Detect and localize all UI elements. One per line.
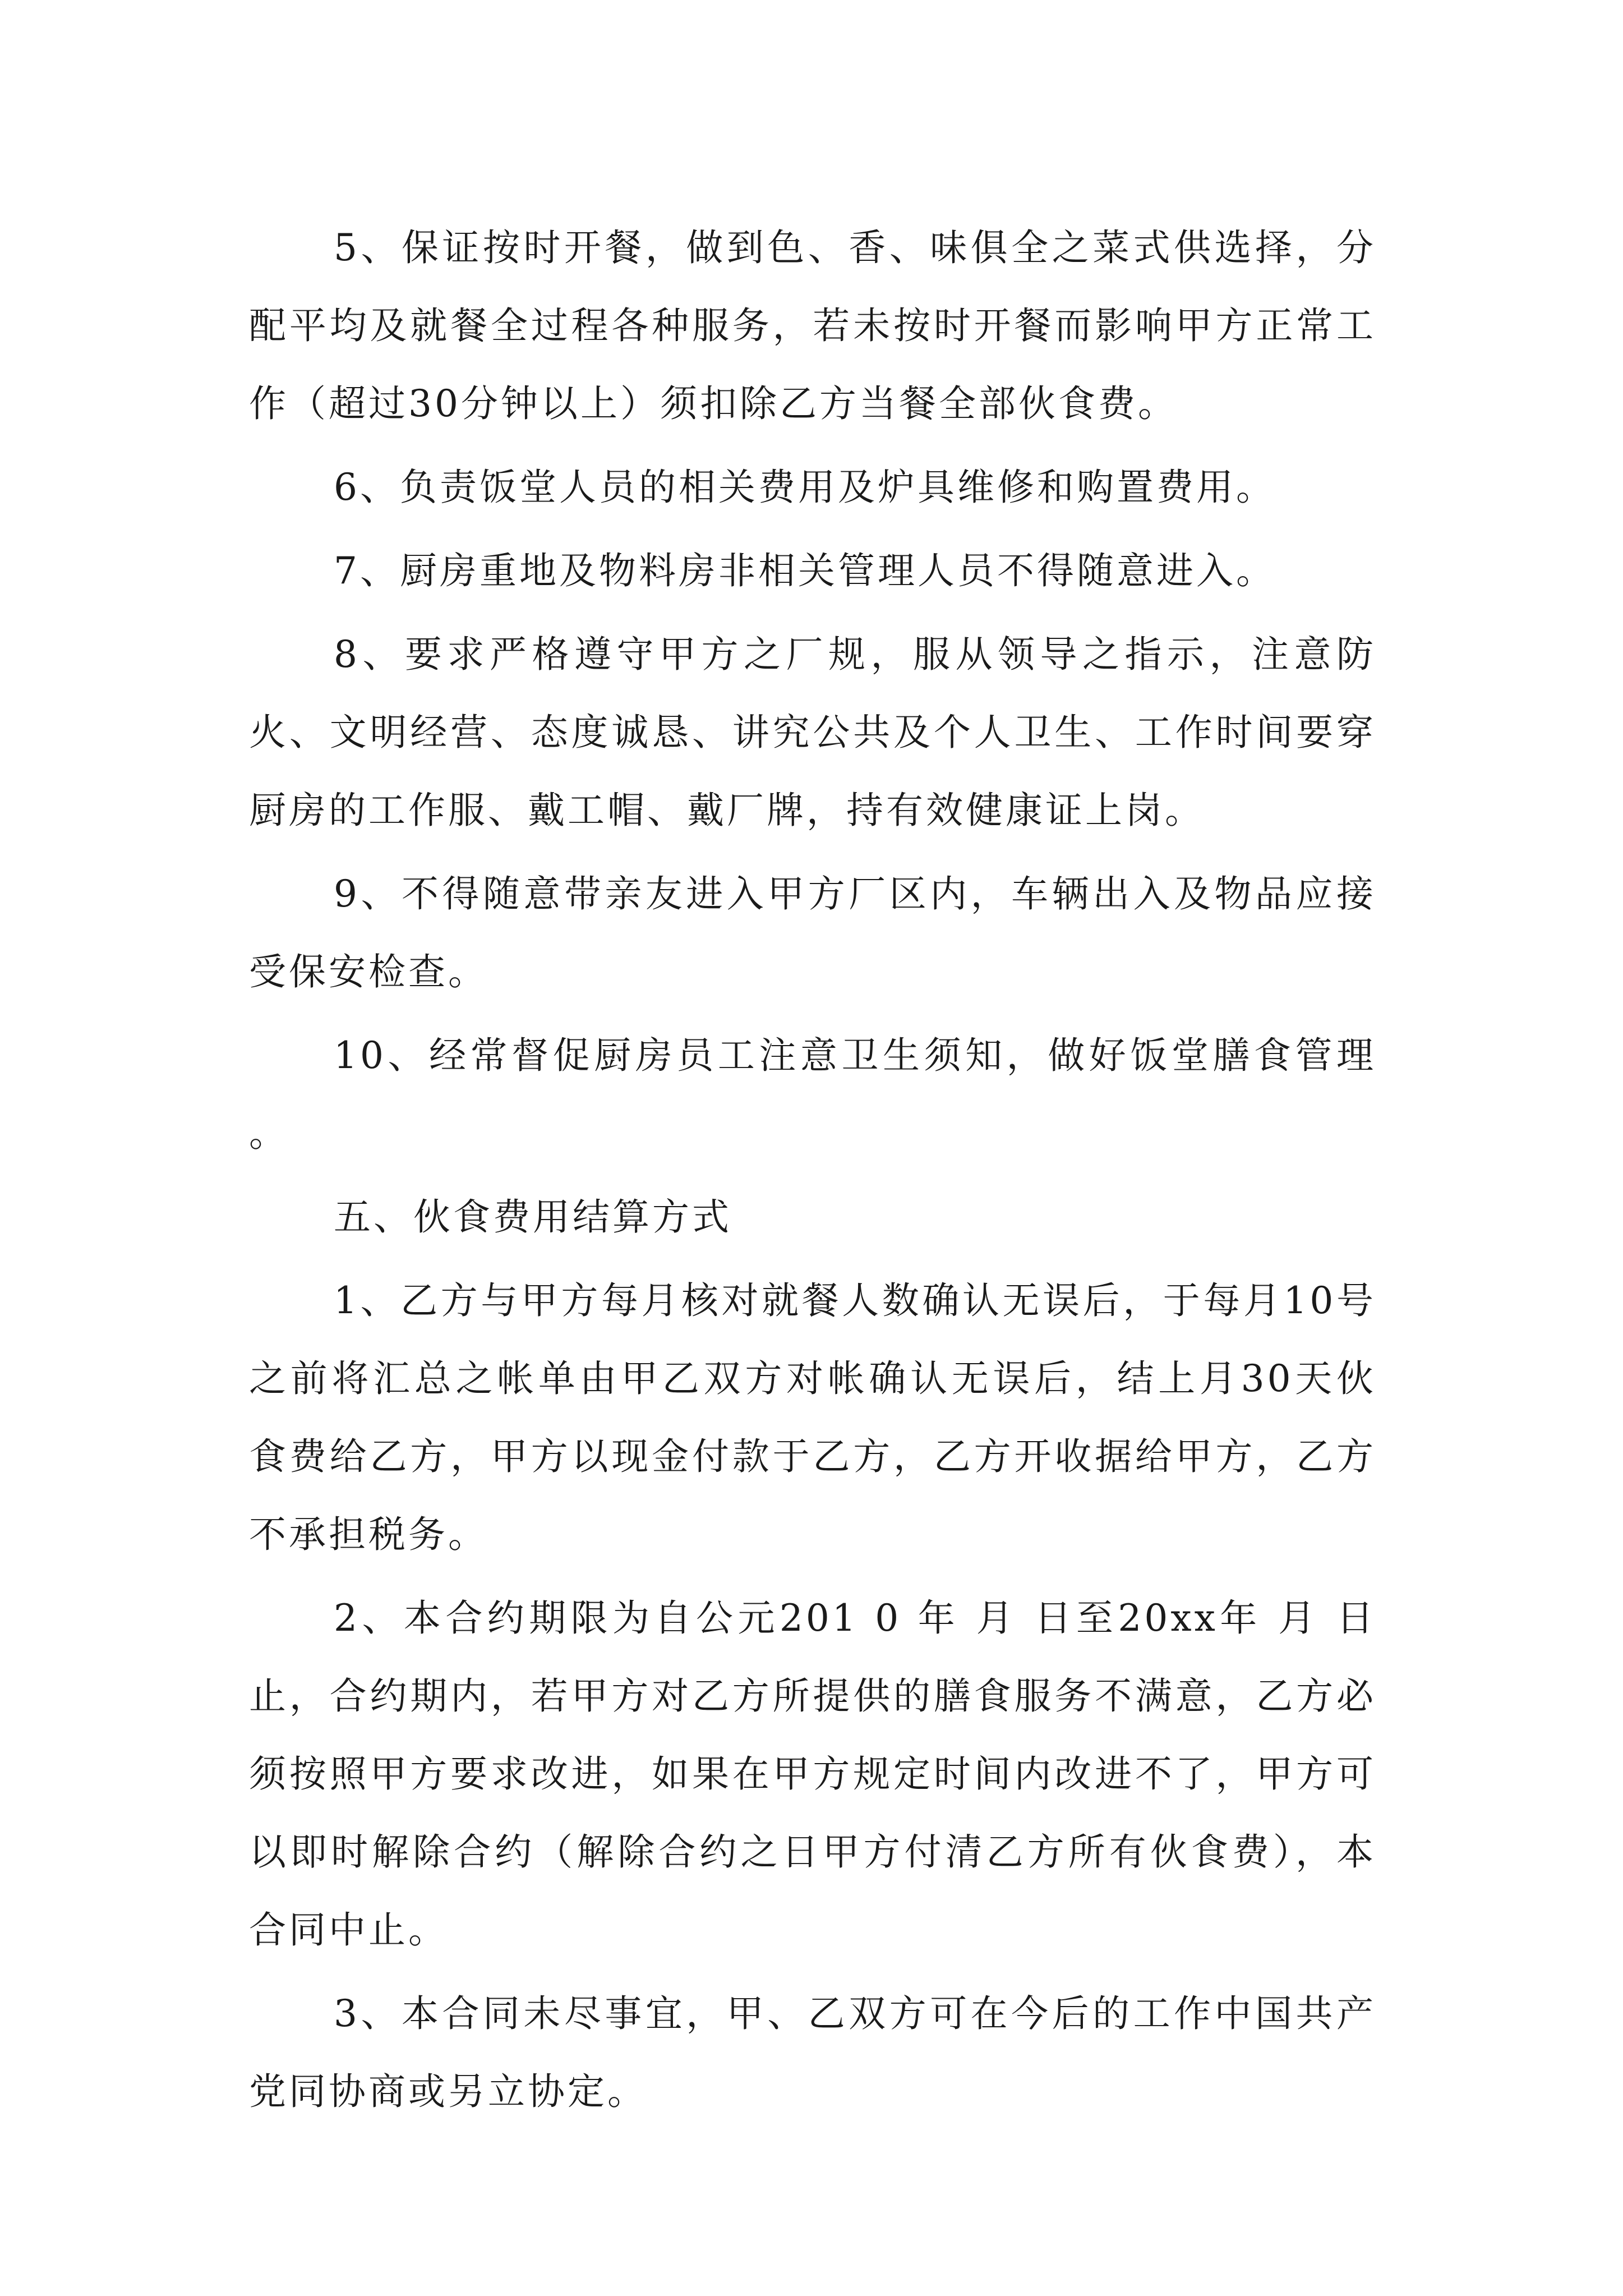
paragraph-item-7: 7、厨房重地及物料房非相关管理人员不得随意进入。 [334,549,1276,592]
paragraph-settlement-1: 1、乙方与甲方每月核对就餐人数确认无误后，于每月10号之前将汇总之帐单由甲乙双方对帐确认无误后，结上月30天伙食费给乙方，甲方以现金付款于乙方，乙方开收据给甲方，乙方不承担税务。 [249,1279,1376,1556]
paragraph-item-5: 5、保证按时开餐，做到色、香、味俱全之菜式供选择，分配平均及就餐全过程各种服务，若未按时开餐而影响甲方正常工作（超过30分钟以上）须扣除乙方当餐全部伙食费。 [249,226,1376,425]
paragraph-settlement-3: 3、本合同未尽事宜，甲、乙双方可在今后的工作中国共产党同协商或另立协定。 [249,1992,1376,2113]
document-body [249,209,1376,2136]
paragraph-item-9: 9、不得随意带亲友进入甲方厂区内，车辆出入及物品应接受保安检查。 [249,872,1376,993]
paragraph-item-6: 6、负责饭堂人员的相关费用及炉具维修和购置费用。 [334,466,1276,509]
paragraph-item-8: 8、要求严格遵守甲方之厂规，服从领导之指示，注意防火、文明经营、态度诚恳、讲究公共及个人卫生、工作时间要穿厨房的工作服、戴工帽、戴厂牌，持有效健康证上岗。 [249,633,1376,832]
section-heading-settlement: 五、伙食费用结算方式 [334,1195,732,1239]
paragraph-item-10: 10、经常督促厨房员工注意卫生须知，做好饭堂膳食管理 。 [249,1034,1376,1155]
paragraph-settlement-2: 2、本合约期限为自公元201 0 年 月 日至20xx年 月 日止，合约期内，若甲方对乙方所提供的膳食服务不满意，乙方必须按照甲方要求改进，如果在甲方规定时间内改进不了，甲方可以即时解除合约（解除合约之日甲方付清乙方所有伙食费），本合同中止。 [249,1596,1376,1952]
